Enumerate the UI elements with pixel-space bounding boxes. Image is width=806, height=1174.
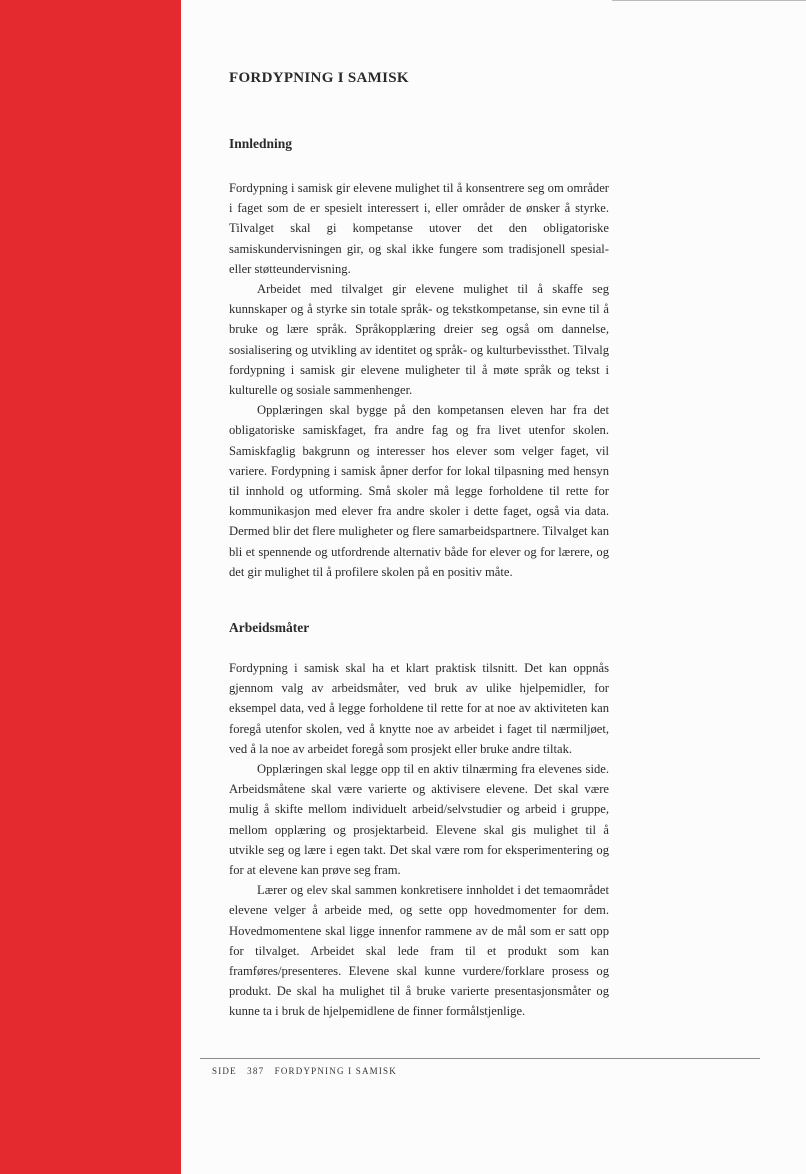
section-body-innledning bbox=[229, 178, 609, 582]
footer-rule bbox=[200, 1058, 760, 1059]
paragraph: Opplæringen skal bygge på den kompetansen eleven har fra det obligatoriske samiskfaget, fra andre fag og fra livet utenfor skolen. Samiskfaglig bakgrunn og interesser hos elever som velger faget, vil variere. Fordypning i samisk åpner derfor for lokal tilpasning med hensyn til innhold og utforming. Små skoler må legge forholdene til rette for kommunikasjon med elever fra andre skoler i dette faget, også via data. Dermed blir det flere muligheter og flere samarbeidspartnere. Tilvalget kan bli et spennende og utfordrende alternativ både for elever og for lærere, og det gir mulighet til å profilere skolen på en positiv måte. bbox=[229, 403, 609, 579]
paragraph: Fordypning i samisk skal ha et klart praktisk tilsnitt. Det kan oppnås gjennom valg av arbeidsmåter, ved bruk av ulike hjelpemidler, for eksempel data, ved å legge forholdene til rette for at noe av aktiviteten kan foregå utenfor skolen, ved å knytte noe av arbeidet i faget til nærmiljøet, ved å la noe av arbeidet foregå som prosjekt eller bruke andre tiltak. bbox=[229, 661, 609, 756]
page-footer bbox=[212, 1066, 397, 1076]
paragraph: Opplæringen skal legge opp til en aktiv tilnærming fra elevenes side. Arbeidsmåtene skal være varierte og aktivisere elevene. Det skal være mulig å skifte mellom individuelt arbeid/selvstudier og arbeid i gruppe, mellom opplæring og prosjektarbeid. Elevene skal gis mulighet til å utvikle seg og lære i egen takt. Det skal være rom for eksperimentering og for at elevene kan prøve seg fram. bbox=[229, 762, 609, 878]
paragraph: Fordypning i samisk gir elevene mulighet til å konsentrere seg om områder i faget som de er spesielt interessert i, eller områder de ønsker å styrke. Tilvalget skal gi kompetanse utover det den obligatoriske samiskundervisningen gir, og skal ikke fungere som tradisjonell spesial- eller støtteundervisning. bbox=[229, 181, 609, 276]
paragraph: Arbeidet med tilvalget gir elevene mulighet til å skaffe seg kunnskaper og å styrke sin totale språk- og tekstkompetanse, sin evne til å bruke og lære språk. Språkopplæring dreier seg også om dannelse, sosialisering og utvikling av identitet og språk- og kulturbevissthet. Tilvalg fordypning i samisk gir elevene muligheter til å møte språk og tekst i kulturelle og sosiale sammenhenger. bbox=[229, 282, 609, 398]
footer-label: SIDE bbox=[212, 1066, 237, 1076]
section-heading-innledning: Innledning bbox=[229, 136, 293, 151]
page-title: FORDYPNING I SAMISK bbox=[229, 70, 409, 86]
section-body-arbeidsmater bbox=[229, 658, 609, 1022]
paragraph: Lærer og elev skal sammen konkretisere innholdet i det temaområdet elevene velger å arbeide med, og sette opp hovedmomenter for dem. Hovedmomentene skal ligge innenfor rammene av de mål som er satt opp for tilvalget. Arbeidet skal lede fram til et produkt som kan framføres/presenteres. Elevene skal kunne vurdere/forklare prosess og produkt. De skal ha mulighet til å bruke varierte presentasjonsmåter og kunne ta i bruk de hjelpemidlene de finner formålstjenlige. bbox=[229, 883, 609, 1019]
running-title: FORDYPNING I SAMISK bbox=[274, 1066, 397, 1076]
page-number: 387 bbox=[247, 1066, 265, 1076]
red-margin-band bbox=[0, 0, 181, 1174]
top-rule bbox=[612, 0, 806, 1]
section-heading-arbeidsmater: Arbeidsmåter bbox=[229, 620, 310, 635]
